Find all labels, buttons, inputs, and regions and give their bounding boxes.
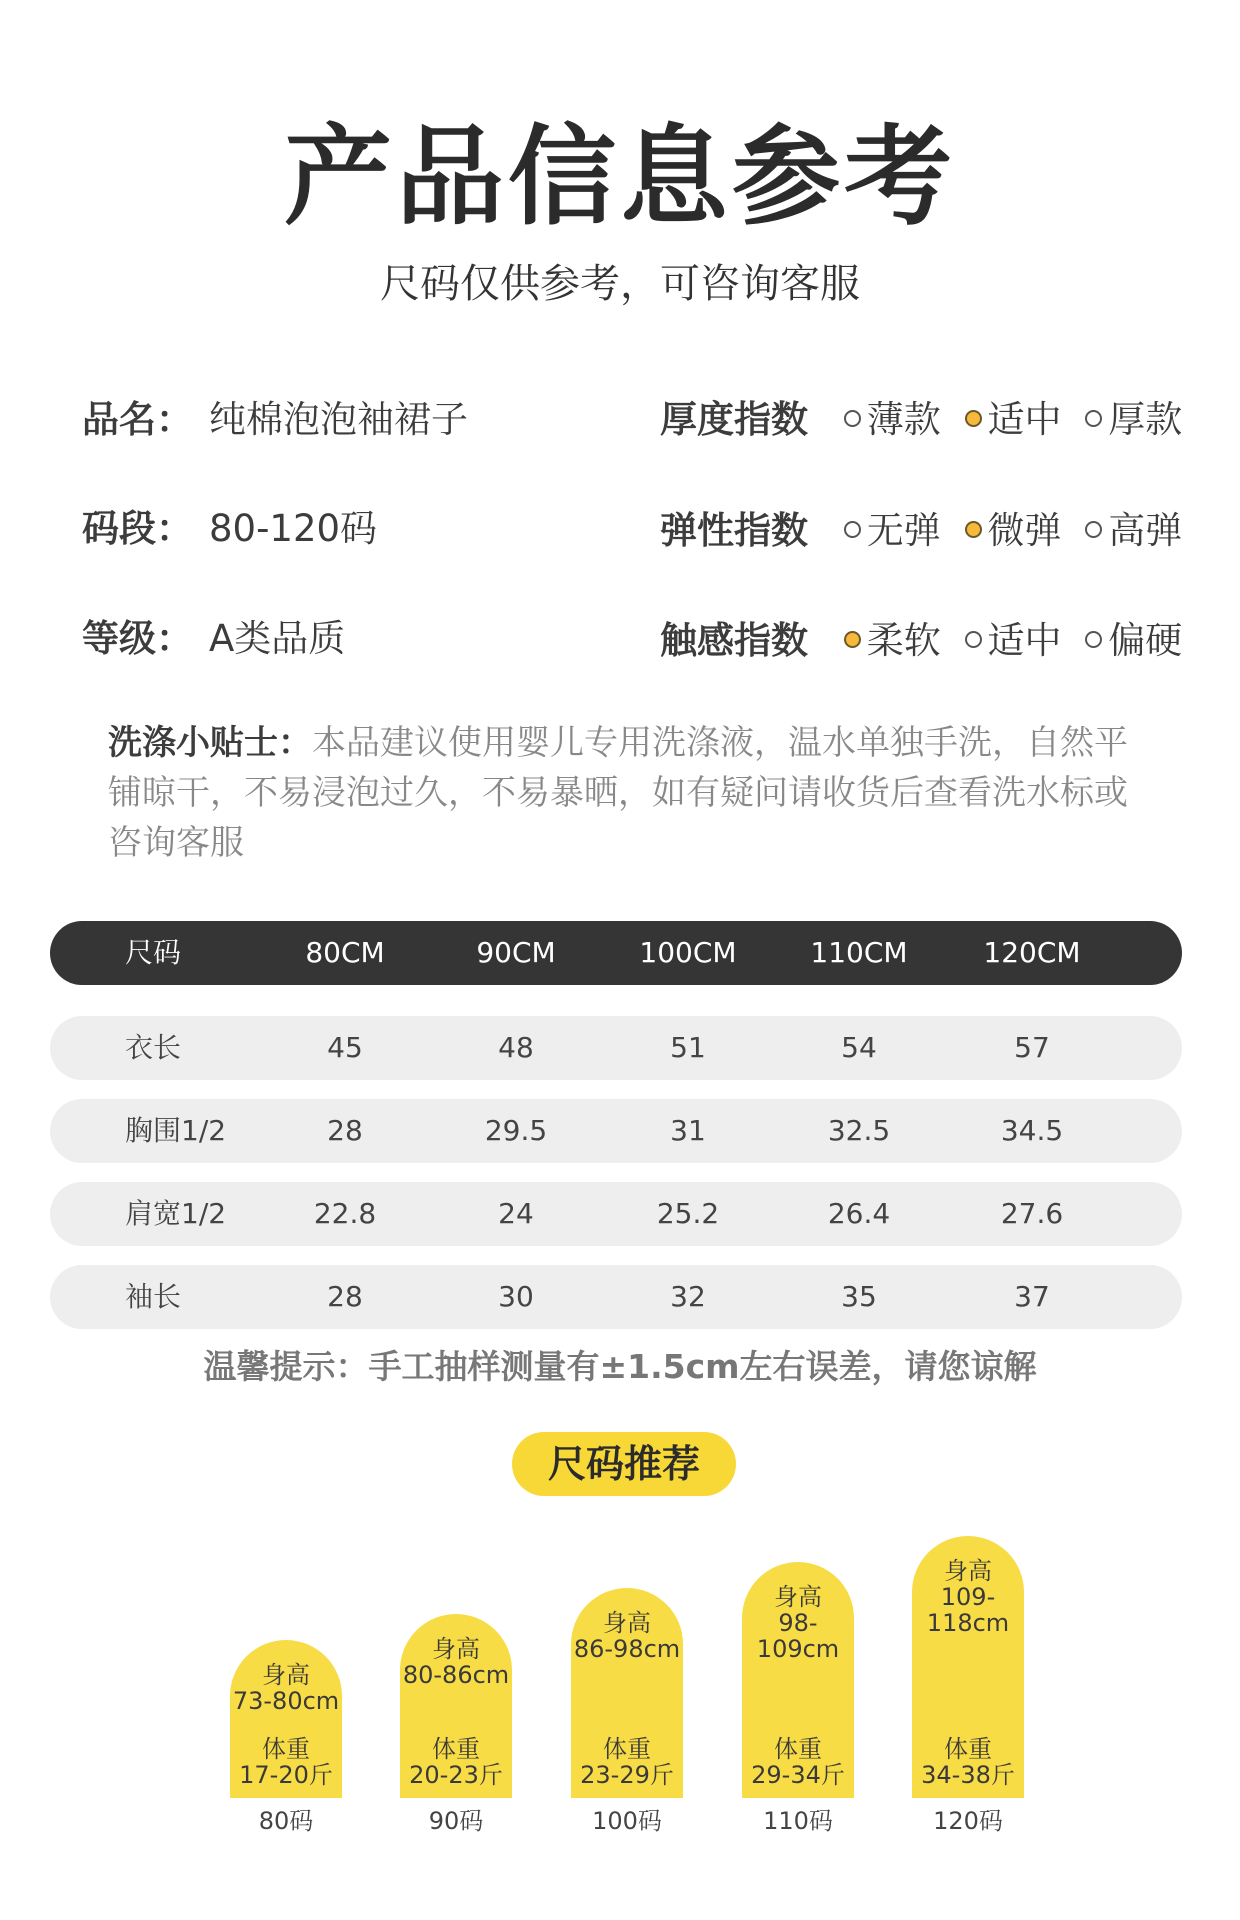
table-cell: 28: [327, 1114, 363, 1147]
index-option: 偏硬: [1085, 616, 1182, 666]
table-cell: 31: [670, 1114, 706, 1147]
radio-dot-icon: [844, 410, 861, 427]
table-cell: 24: [498, 1197, 534, 1230]
index-option: 柔软: [844, 616, 941, 666]
index-option: 微弹: [965, 506, 1062, 556]
header-cell: 100CM: [639, 936, 737, 969]
bar-height-info: 身高 86-98cm: [573, 1609, 681, 1663]
bar-weight-info: 体重 23-29斤: [580, 1735, 674, 1789]
table-row: [50, 1099, 1182, 1163]
size-bar-120: [912, 1536, 1024, 1798]
washing-tips: [108, 718, 1128, 868]
quality-grade: [82, 614, 345, 664]
product-name-label: 品名：: [82, 398, 193, 441]
table-cell: 54: [841, 1031, 877, 1064]
product-name-value: 纯棉泡泡袖裙子: [209, 398, 468, 441]
bar-size-label: 120码: [933, 1807, 1003, 1835]
bar-weight-info: 体重 29-34斤: [751, 1735, 845, 1789]
table-cell: 35: [841, 1280, 877, 1313]
index-option: 无弹: [844, 506, 941, 556]
index-option: 薄款: [844, 395, 941, 445]
index-thickness: [660, 395, 1194, 445]
bar-size-label: 90码: [428, 1807, 484, 1835]
bar-size-label: 110码: [763, 1807, 833, 1835]
size-bar-90: [400, 1614, 512, 1798]
washing-tips-text: 本品建议使用婴儿专用洗涤液，温水单独手洗，自然平铺晾干，不易浸泡过久，不易暴晒，如有疑问请收货后查看洗水标或咨询客服: [108, 723, 1128, 863]
header-cell: 110CM: [810, 936, 908, 969]
page-title: 产品信息参考: [283, 115, 956, 240]
bar-weight-info: 体重 34-38斤: [921, 1735, 1015, 1789]
table-cell: 22.8: [313, 1197, 377, 1230]
radio-dot-icon: [844, 521, 861, 538]
table-cell: 27.6: [1000, 1197, 1064, 1230]
index-option: 高弹: [1085, 506, 1182, 556]
table-cell: 28: [327, 1280, 363, 1313]
bar-height-info: 身高 109-118cm: [926, 1557, 1010, 1637]
bar-height-info: 身高 98-109cm: [756, 1583, 840, 1663]
table-cell: 30: [498, 1280, 534, 1313]
quality-grade-value: A类品质: [209, 617, 346, 660]
table-row: [50, 1016, 1182, 1080]
table-cell: 45: [327, 1031, 363, 1064]
table-cell: 34.5: [1000, 1114, 1064, 1147]
table-row: [50, 1182, 1182, 1246]
size-recommend-title: 尺码推荐: [512, 1432, 736, 1496]
row-label: 袖长: [125, 1280, 182, 1313]
row-label: 胸围1/2: [125, 1114, 227, 1147]
product-name: [82, 395, 468, 445]
index-touch: [660, 616, 1194, 666]
index-label: 厚度指数: [660, 398, 808, 441]
index-option: 厚款: [1085, 395, 1182, 445]
size-range-label: 码段：: [82, 507, 193, 550]
radio-dot-selected-icon: [844, 631, 861, 648]
bar-weight-info: 体重 20-23斤: [409, 1735, 503, 1789]
index-option: 适中: [965, 395, 1062, 445]
index-elasticity: [660, 506, 1194, 556]
size-range: [82, 504, 377, 554]
index-option: 适中: [965, 616, 1062, 666]
table-cell: 37: [1014, 1280, 1050, 1313]
row-label: 衣长: [125, 1031, 182, 1064]
index-label: 触感指数: [660, 619, 808, 662]
table-cell: 51: [670, 1031, 706, 1064]
bar-height-info: 身高 73-80cm: [232, 1661, 340, 1715]
table-cell: 26.4: [827, 1197, 891, 1230]
table-row: [50, 1265, 1182, 1329]
index-label: 弹性指数: [660, 509, 808, 552]
page-subtitle: 尺码仅供参考，可咨询客服: [380, 261, 860, 307]
radio-dot-icon: [1085, 410, 1102, 427]
table-cell: 57: [1014, 1031, 1050, 1064]
table-cell: 48: [498, 1031, 534, 1064]
size-range-value: 80-120码: [209, 507, 378, 550]
bar-weight-info: 体重 17-20斤: [239, 1735, 333, 1789]
size-table-header: [50, 921, 1182, 985]
size-bar-100: [571, 1588, 683, 1798]
header-cell: 90CM: [476, 936, 556, 969]
size-bar-110: [742, 1562, 854, 1798]
table-cell: 32: [670, 1280, 706, 1313]
size-bar-80: [230, 1640, 342, 1798]
table-cell: 29.5: [484, 1114, 548, 1147]
radio-dot-icon: [1085, 631, 1102, 648]
quality-grade-label: 等级：: [82, 617, 193, 660]
bar-size-label: 80码: [258, 1807, 314, 1835]
header-cell: 尺码: [125, 936, 182, 969]
measurement-note: 温馨提示：手工抽样测量有±1.5cm左右误差，请您谅解: [203, 1347, 1037, 1386]
table-cell: 32.5: [827, 1114, 891, 1147]
radio-dot-icon: [965, 631, 982, 648]
header-cell: 120CM: [983, 936, 1081, 969]
radio-dot-icon: [1085, 521, 1102, 538]
row-label: 肩宽1/2: [125, 1197, 227, 1230]
radio-dot-selected-icon: [965, 410, 982, 427]
bar-height-info: 身高 80-86cm: [402, 1635, 510, 1689]
radio-dot-selected-icon: [965, 521, 982, 538]
table-cell: 25.2: [656, 1197, 720, 1230]
header-cell: 80CM: [305, 936, 385, 969]
washing-tips-label: 洗涤小贴士：: [108, 723, 312, 763]
bar-size-label: 100码: [592, 1807, 662, 1835]
